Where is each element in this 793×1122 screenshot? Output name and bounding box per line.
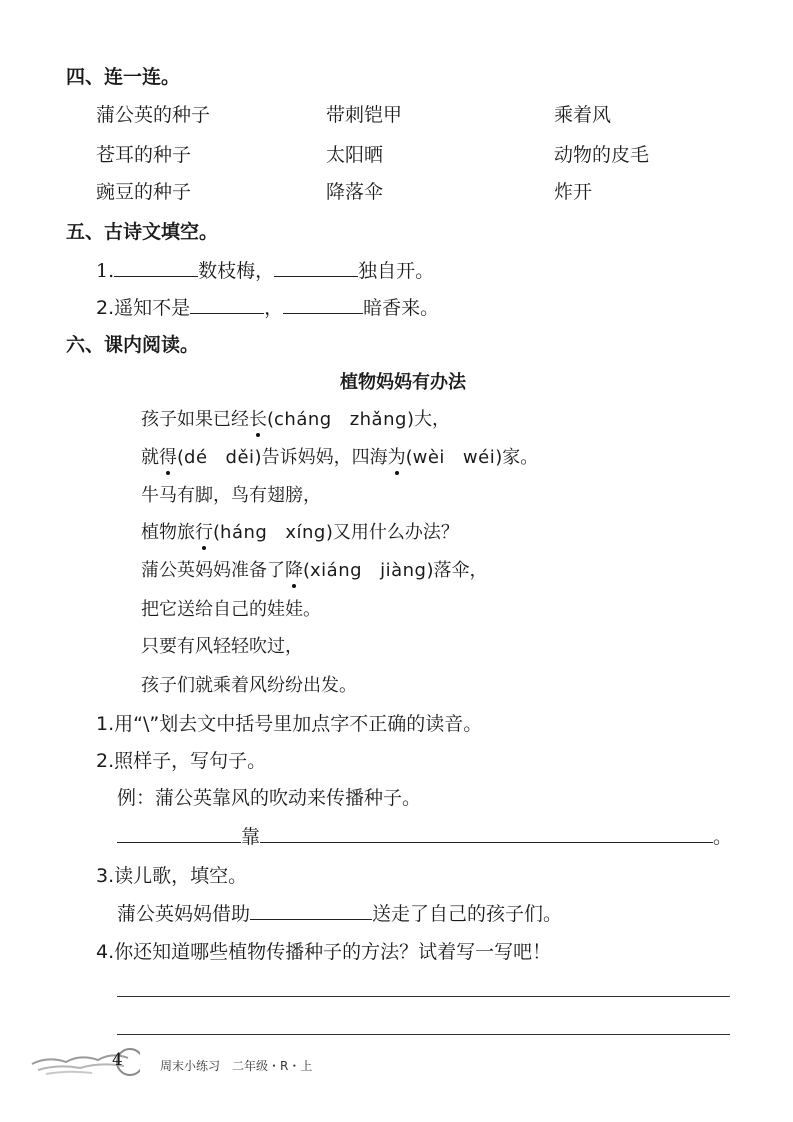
q1-text-a: 数枝梅，	[198, 260, 275, 282]
dotted-char: 得	[159, 443, 177, 469]
q3-text-b: 送走了自己的孩子们。	[372, 903, 563, 925]
section5-title: 五、古诗文填空。	[66, 221, 219, 243]
section4-title: 四、连一连。	[66, 66, 181, 88]
question-1: 1.用“\”划去文中括号里加点字不正确的读音。	[96, 713, 483, 735]
dotted-char: 为	[388, 443, 406, 469]
match-item-left-1[interactable]: 蒲公英的种子	[96, 104, 211, 126]
cloud-decoration-icon	[28, 1046, 140, 1078]
q3-blank[interactable]	[250, 900, 372, 920]
pinyin-option[interactable]: cháng	[274, 409, 332, 430]
poem-text: )家。	[495, 447, 539, 468]
poem-text: )又用什么办法？	[325, 522, 459, 543]
dotted-char: 长	[249, 405, 267, 431]
question-4: 4.你还知道哪些植物传播种子的方法？试着写一写吧！	[96, 941, 552, 963]
match-item-mid-3[interactable]: 降落伞	[326, 181, 384, 203]
q2-kao-text: 靠	[241, 826, 261, 848]
q2-answer-blank-2[interactable]	[260, 823, 713, 843]
poem-line-7: 只要有风轻轻吹过，	[141, 636, 303, 657]
dotted-char: 行	[195, 518, 213, 544]
pinyin-option[interactable]: xíng	[285, 522, 326, 543]
q1-blank-2[interactable]	[274, 257, 358, 277]
poem-line-8: 孩子们就乘着风纷纷出发。	[141, 675, 357, 696]
poem-line-1: 孩子如果已经长(cháng zhǎng)大，	[141, 405, 450, 431]
pinyin-option[interactable]: dé	[184, 447, 208, 468]
poem-text: 植物旅	[141, 522, 195, 543]
poem-line-3: 牛马有脚，鸟有翅膀，	[141, 485, 321, 506]
question-3-fill	[117, 899, 562, 926]
dotted-char: 降	[285, 556, 303, 582]
poem-text: )落伞，	[426, 560, 488, 581]
q3-text-a: 蒲公英妈妈借助	[117, 903, 251, 925]
poem-text: )告诉妈妈，四海	[254, 447, 388, 468]
q2-answer-blank-1[interactable]	[117, 823, 241, 843]
question-2: 2.照样子，写句子。	[96, 750, 267, 772]
poem-fill-q2	[96, 293, 439, 320]
answer-line-1[interactable]	[117, 996, 730, 997]
poem-line-2: 就得(dé děi)告诉妈妈，四海为(wèi wéi)家。	[141, 443, 538, 469]
section6-title: 六、课内阅读。	[66, 334, 200, 356]
match-item-right-1[interactable]: 乘着风	[554, 104, 612, 126]
match-item-mid-1[interactable]: 带刺铠甲	[326, 104, 403, 126]
poem-text: )大，	[406, 409, 450, 430]
q2-text-b: 暗香来。	[363, 297, 440, 319]
question-2-example: 例：蒲公英靠风的吹动来传播种子。	[117, 787, 422, 809]
match-item-right-3[interactable]: 炸开	[554, 181, 593, 203]
page-number: 4	[112, 1050, 123, 1070]
answer-line-2[interactable]	[117, 1034, 730, 1035]
q2-blank-1[interactable]	[190, 294, 264, 314]
question-2-answer-line	[117, 822, 732, 849]
pinyin-option[interactable]: zhǎng	[349, 409, 407, 430]
poem-line-4: 植物旅行(háng xíng)又用什么办法？	[141, 518, 459, 544]
poem-text: 蒲公英妈妈准备了	[141, 560, 285, 581]
q1-number: 1.	[96, 260, 115, 282]
pinyin-option[interactable]: háng	[220, 522, 268, 543]
q2-text-pre: 2.遥知不是	[96, 297, 191, 319]
question-3: 3.读儿歌，填空。	[96, 865, 248, 887]
pinyin-option[interactable]: jiàng	[380, 560, 427, 581]
q1-blank-1[interactable]	[114, 257, 198, 277]
q2-blank-2[interactable]	[283, 294, 363, 314]
pinyin-option[interactable]: děi	[225, 447, 255, 468]
pinyin-option[interactable]: xiáng	[310, 560, 363, 581]
q1-text-b: 独自开。	[358, 260, 435, 282]
match-item-left-2[interactable]: 苍耳的种子	[96, 144, 192, 166]
poem-text: 孩子如果已经	[141, 409, 249, 430]
q2-end-punct: 。	[713, 826, 733, 848]
poem-fill-q1	[96, 256, 434, 283]
q2-text-a: ，	[264, 297, 284, 319]
poem-line-5: 蒲公英妈妈准备了降(xiáng jiàng)落伞，	[141, 556, 487, 582]
poem-text: 就	[141, 447, 159, 468]
match-item-right-2[interactable]: 动物的皮毛	[554, 144, 650, 166]
match-item-left-3[interactable]: 豌豆的种子	[96, 181, 192, 203]
pinyin-option[interactable]: wéi	[462, 447, 496, 468]
pinyin-option[interactable]: wèi	[412, 447, 445, 468]
poem-title: 植物妈妈有办法	[340, 372, 466, 393]
match-item-mid-2[interactable]: 太阳晒	[326, 144, 384, 166]
footer-text: 周末小练习 二年级・R・上	[160, 1059, 313, 1073]
poem-line-6: 把它送给自己的娃娃。	[141, 599, 321, 620]
